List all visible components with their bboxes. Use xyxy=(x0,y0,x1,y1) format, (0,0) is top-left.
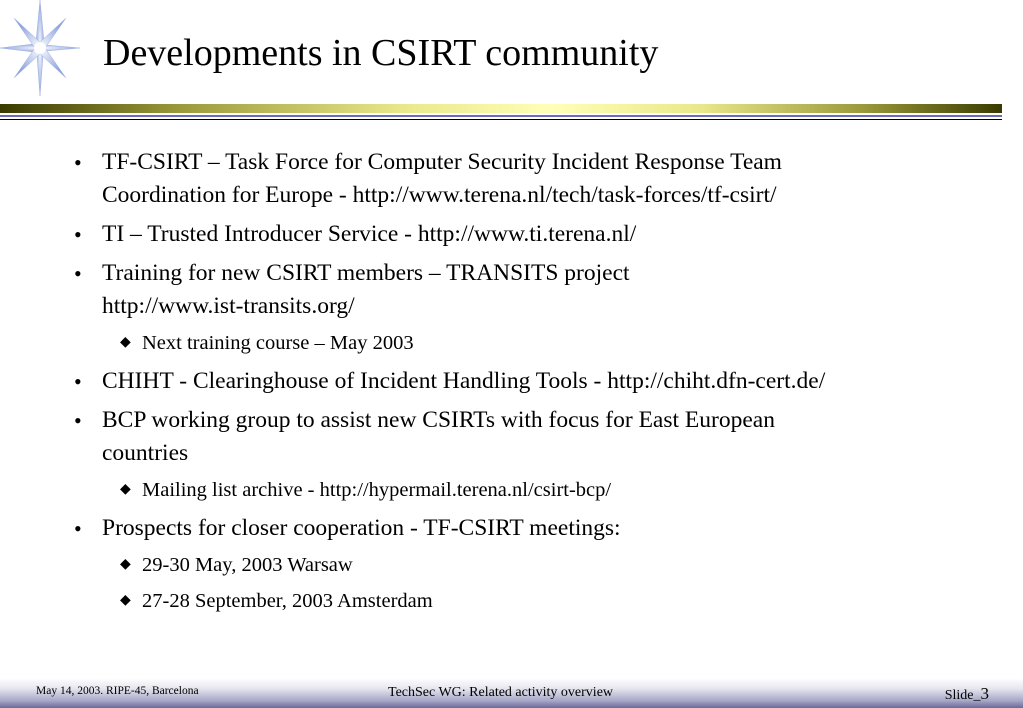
diamond-bullet-icon: ◆ xyxy=(120,557,131,572)
footer-date-event: May 14, 2003. RIPE-45, Barcelona xyxy=(36,685,199,697)
bullet-icon: • xyxy=(74,150,82,175)
bullet-text: Prospects for closer cooperation - TF-CSIRT meetings: xyxy=(102,515,621,541)
bullet-icon: • xyxy=(74,369,82,394)
diamond-bullet-icon: ◆ xyxy=(120,593,131,608)
bullet-text-cont: countries xyxy=(102,440,189,466)
sub-bullet-text: 29-30 May, 2003 Warsaw xyxy=(142,554,353,576)
slide-number: 3 xyxy=(980,684,989,703)
bullet-item xyxy=(72,146,1002,212)
bullet-text: Training for new CSIRT members – TRANSITS project xyxy=(102,260,630,286)
sub-bullet-item xyxy=(72,476,1002,504)
sub-bullet-text: 27-28 September, 2003 Amsterdam xyxy=(142,590,433,612)
footer-presentation-title: TechSec WG: Related activity overview xyxy=(388,685,614,700)
sub-bullet-text: Mailing list archive - http://hypermail.terena.nl/csirt-bcp/ xyxy=(142,479,612,501)
sub-bullet-text: Next training course – May 2003 xyxy=(142,332,414,354)
bullet-icon: • xyxy=(74,222,82,247)
star-logo-icon xyxy=(0,0,86,100)
bullet-item xyxy=(72,404,1002,470)
diamond-bullet-icon: ◆ xyxy=(120,335,131,350)
title-divider-gradient xyxy=(0,104,1002,113)
title-divider-black xyxy=(0,119,1002,120)
bullet-text: TI – Trusted Introducer Service - http://www.ti.terena.nl/ xyxy=(102,221,637,247)
bullet-icon: • xyxy=(74,261,82,286)
bullet-icon: • xyxy=(74,408,82,433)
diamond-bullet-icon: ◆ xyxy=(120,482,131,497)
sub-bullet-item xyxy=(72,551,1002,579)
slide-label: Slide_ xyxy=(944,688,981,703)
sub-bullet-item xyxy=(72,329,1002,357)
bullet-icon: • xyxy=(74,516,82,541)
bullet-text: BCP working group to assist new CSIRTs with focus for East European xyxy=(102,407,775,433)
bullet-item xyxy=(72,365,1002,398)
sub-bullet-item xyxy=(72,587,1002,615)
footer-slide-number xyxy=(945,684,989,704)
bullet-text: TF-CSIRT – Task Force for Computer Security Incident Response Team xyxy=(102,149,782,175)
bullet-item xyxy=(72,218,1002,251)
slide-body xyxy=(72,146,1002,623)
bullet-item xyxy=(72,257,1002,323)
bullet-text: CHIHT - Clearinghouse of Incident Handling Tools - http://chiht.dfn-cert.de/ xyxy=(102,368,826,394)
title-divider-blue xyxy=(0,115,1002,117)
bullet-text-cont: Coordination for Europe - http://www.terena.nl/tech/task-forces/tf-csirt/ xyxy=(102,182,777,208)
slide-title: Developments in CSIRT community xyxy=(103,32,659,74)
bullet-item xyxy=(72,512,1002,545)
bullet-text-cont: http://www.ist-transits.org/ xyxy=(102,293,355,319)
